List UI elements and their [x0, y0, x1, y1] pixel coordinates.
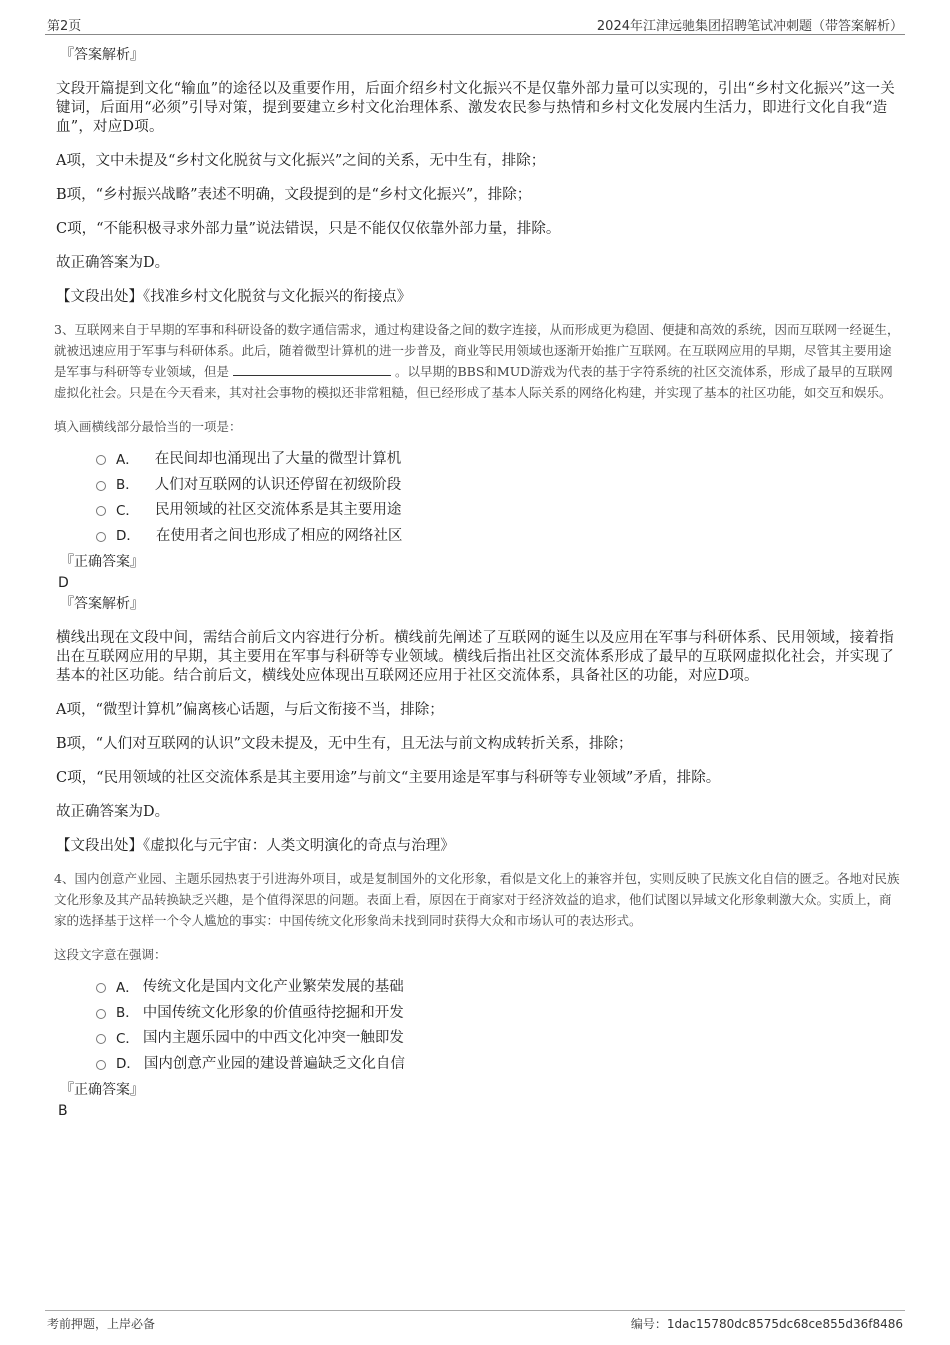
q2-analysis-label: 『答案解析』 — [60, 47, 144, 63]
q4-option-d[interactable] — [96, 1050, 900, 1076]
q4-option-c[interactable] — [96, 1024, 900, 1050]
footer-slogan: 考前押题，上岸必备 — [47, 1317, 156, 1331]
q3-analysis-option-b: B项，“人们对互联网的认识”文段未提及，无中生有，且无法与前文构成转折关系，排除； — [56, 736, 633, 752]
page-number: 第2页 — [47, 19, 82, 34]
radio-icon[interactable] — [96, 1060, 106, 1070]
radio-icon[interactable] — [96, 481, 106, 491]
q3-option-a[interactable] — [96, 445, 900, 471]
q4-options — [96, 973, 900, 1075]
q3-stem-after-blank: 。以早期的BBS和MUD游戏为代表的基于字符系统的社区交流体系，形成了最早的互联网虚拟化社会。只是在今天看来，其对社会事物的模拟还非常粗糙，但已经形成了基本人际关系的网络化构建，并实现了基本的社区功能，如交互和娱乐。 — [54, 364, 893, 400]
page-footer — [45, 1310, 905, 1333]
radio-icon[interactable] — [96, 506, 106, 516]
page-header — [45, 14, 905, 35]
option-letter: B． — [116, 1005, 139, 1022]
q3-options — [96, 445, 900, 547]
option-text: 国内主题乐园中的中西文化冲突一触即发 — [142, 1030, 404, 1047]
radio-icon[interactable] — [96, 532, 106, 542]
q3-source: 【文段出处】《虚拟化与元宇宙：人类文明演化的奇点与治理》 — [56, 838, 455, 854]
option-letter: D． — [116, 1056, 140, 1073]
option-text: 国内创意产业园的建设普遍缺乏文化自信 — [143, 1055, 405, 1072]
option-letter: A． — [116, 451, 139, 468]
q3-option-d[interactable] — [96, 522, 900, 548]
option-letter: A． — [116, 979, 139, 996]
footer-doc-id: 编号：1dac15780dc8575dc68ce855d36f8486 — [630, 1317, 903, 1331]
q2-analysis-option-b: B项，“乡村振兴战略”表述不明确，文段提到的是“乡村文化振兴”，排除； — [56, 187, 532, 203]
option-letter: C． — [116, 502, 139, 519]
option-text: 民用领域的社区交流体系是其主要用途 — [154, 502, 402, 519]
q3-fill-blank — [233, 363, 391, 376]
q3-stem-before-blank: 3、互联网来自于早期的军事和科研设备的数字通信需求，通过构建设备之间的数字连接，从而形成更为稳固、便捷和高效的系统，因而互联网一经诞生，就被迅速应用于军事与科研体系。此后，随着微型计算机的进一步普及，商业等民用领域也逐渐开始推广互联网。在互联网应用的早期，尽管其主要用途是军事与科研等专业领域，但是 — [54, 322, 900, 379]
q3-conclusion: 故正确答案为D。 — [56, 804, 170, 820]
q4-stem: 4、国内创意产业园、主题乐园热衷于引进海外项目，或是复制国外的文化形象，看似是文化上的兼容并包，实则反映了民族文化自信的匮乏。各地对民族文化形象及其产品转换缺乏兴趣，是个值得深思的问题。表面上看，原因在于商家对于经济效益的追求，他们试图以异域文化形象刺激大众。实质上，商家的选择基于这样一个令人尴尬的事实：中国传统文化形象尚未找到同时获得大众和市场认可的表达形式。 — [54, 871, 900, 928]
document-title: 2024年江津远驰集团招聘笔试冲刺题（带答案解析） — [596, 19, 903, 34]
q3-stem — [54, 319, 900, 403]
option-letter: D． — [116, 528, 140, 545]
q3-prompt: 填入画横线部分最恰当的一项是： — [54, 419, 242, 434]
q3-analysis-option-c: C项，“民用领域的社区交流体系是其主要用途”与前文“主要用途是军事与科研等专业领域”矛盾，排除。 — [56, 770, 721, 786]
q3-analysis-label: 『答案解析』 — [60, 596, 144, 612]
q3-option-c[interactable] — [96, 496, 900, 522]
q3-analysis-option-a: A项，“微型计算机”偏离核心话题，与后文衔接不当，排除； — [56, 702, 444, 718]
page-content — [56, 44, 900, 1121]
option-text: 人们对互联网的认识还停留在初级阶段 — [154, 476, 402, 493]
q2-conclusion: 故正确答案为D。 — [56, 255, 170, 271]
radio-icon[interactable] — [96, 983, 106, 993]
option-letter: B． — [116, 477, 139, 494]
q2-analysis-paragraph: 文段开篇提到文化“输血”的途径以及重要作用，后面介绍乡村文化振兴不是仅靠外部力量可以实现的，引出“乡村文化振兴”这一关键词，后面用“必须”引导对策，提到要建立乡村文化治理体系、激发农民参与热情和乡村文化发展内生活力，即进行文化自我“造血”，对应D项。 — [56, 81, 895, 135]
option-text: 在使用者之间也形成了相应的网络社区 — [155, 527, 403, 544]
q4-option-b[interactable] — [96, 999, 900, 1025]
q4-answer-label: 『正确答案』 — [60, 1082, 144, 1098]
option-text: 在民间却也涌现出了大量的微型计算机 — [154, 451, 402, 468]
option-text: 中国传统文化形象的价值亟待挖掘和开发 — [142, 1004, 404, 1021]
q4-answer: B — [58, 1103, 68, 1119]
q2-analysis-option-c: C项，“不能积极寻求外部力量”说法错误，只是不能仅仅依靠外部力量，排除。 — [56, 221, 561, 237]
q4-prompt: 这段文字意在强调： — [54, 947, 167, 962]
q3-analysis-paragraph: 横线出现在文段中间，需结合前后文内容进行分析。横线前先阐述了互联网的诞生以及应用在军事与科研体系、民用领域，接着指出在互联网应用的早期，其主要用在军事与科研等专业领域。横线后指出社区交流体系形成了最早的互联网虚拟化社会，并实现了基本的社区功能。结合前后文，横线处应体现出互联网还应用于社区交流体系，具备社区的功能，对应D项。 — [56, 630, 894, 684]
radio-icon[interactable] — [96, 455, 106, 465]
option-letter: C． — [116, 1030, 139, 1047]
q2-source: 【文段出处】《找准乡村文化脱贫与文化振兴的衔接点》 — [56, 289, 412, 305]
radio-icon[interactable] — [96, 1034, 106, 1044]
q4-option-a[interactable] — [96, 973, 900, 999]
q2-analysis-option-a: A项，文中未提及“乡村文化脱贫与文化振兴”之间的关系，无中生有，排除； — [56, 153, 546, 169]
q3-answer: D — [58, 575, 69, 591]
radio-icon[interactable] — [96, 1009, 106, 1019]
option-text: 传统文化是国内文化产业繁荣发展的基础 — [142, 979, 404, 996]
q3-option-b[interactable] — [96, 471, 900, 497]
q3-answer-label: 『正确答案』 — [60, 554, 144, 570]
